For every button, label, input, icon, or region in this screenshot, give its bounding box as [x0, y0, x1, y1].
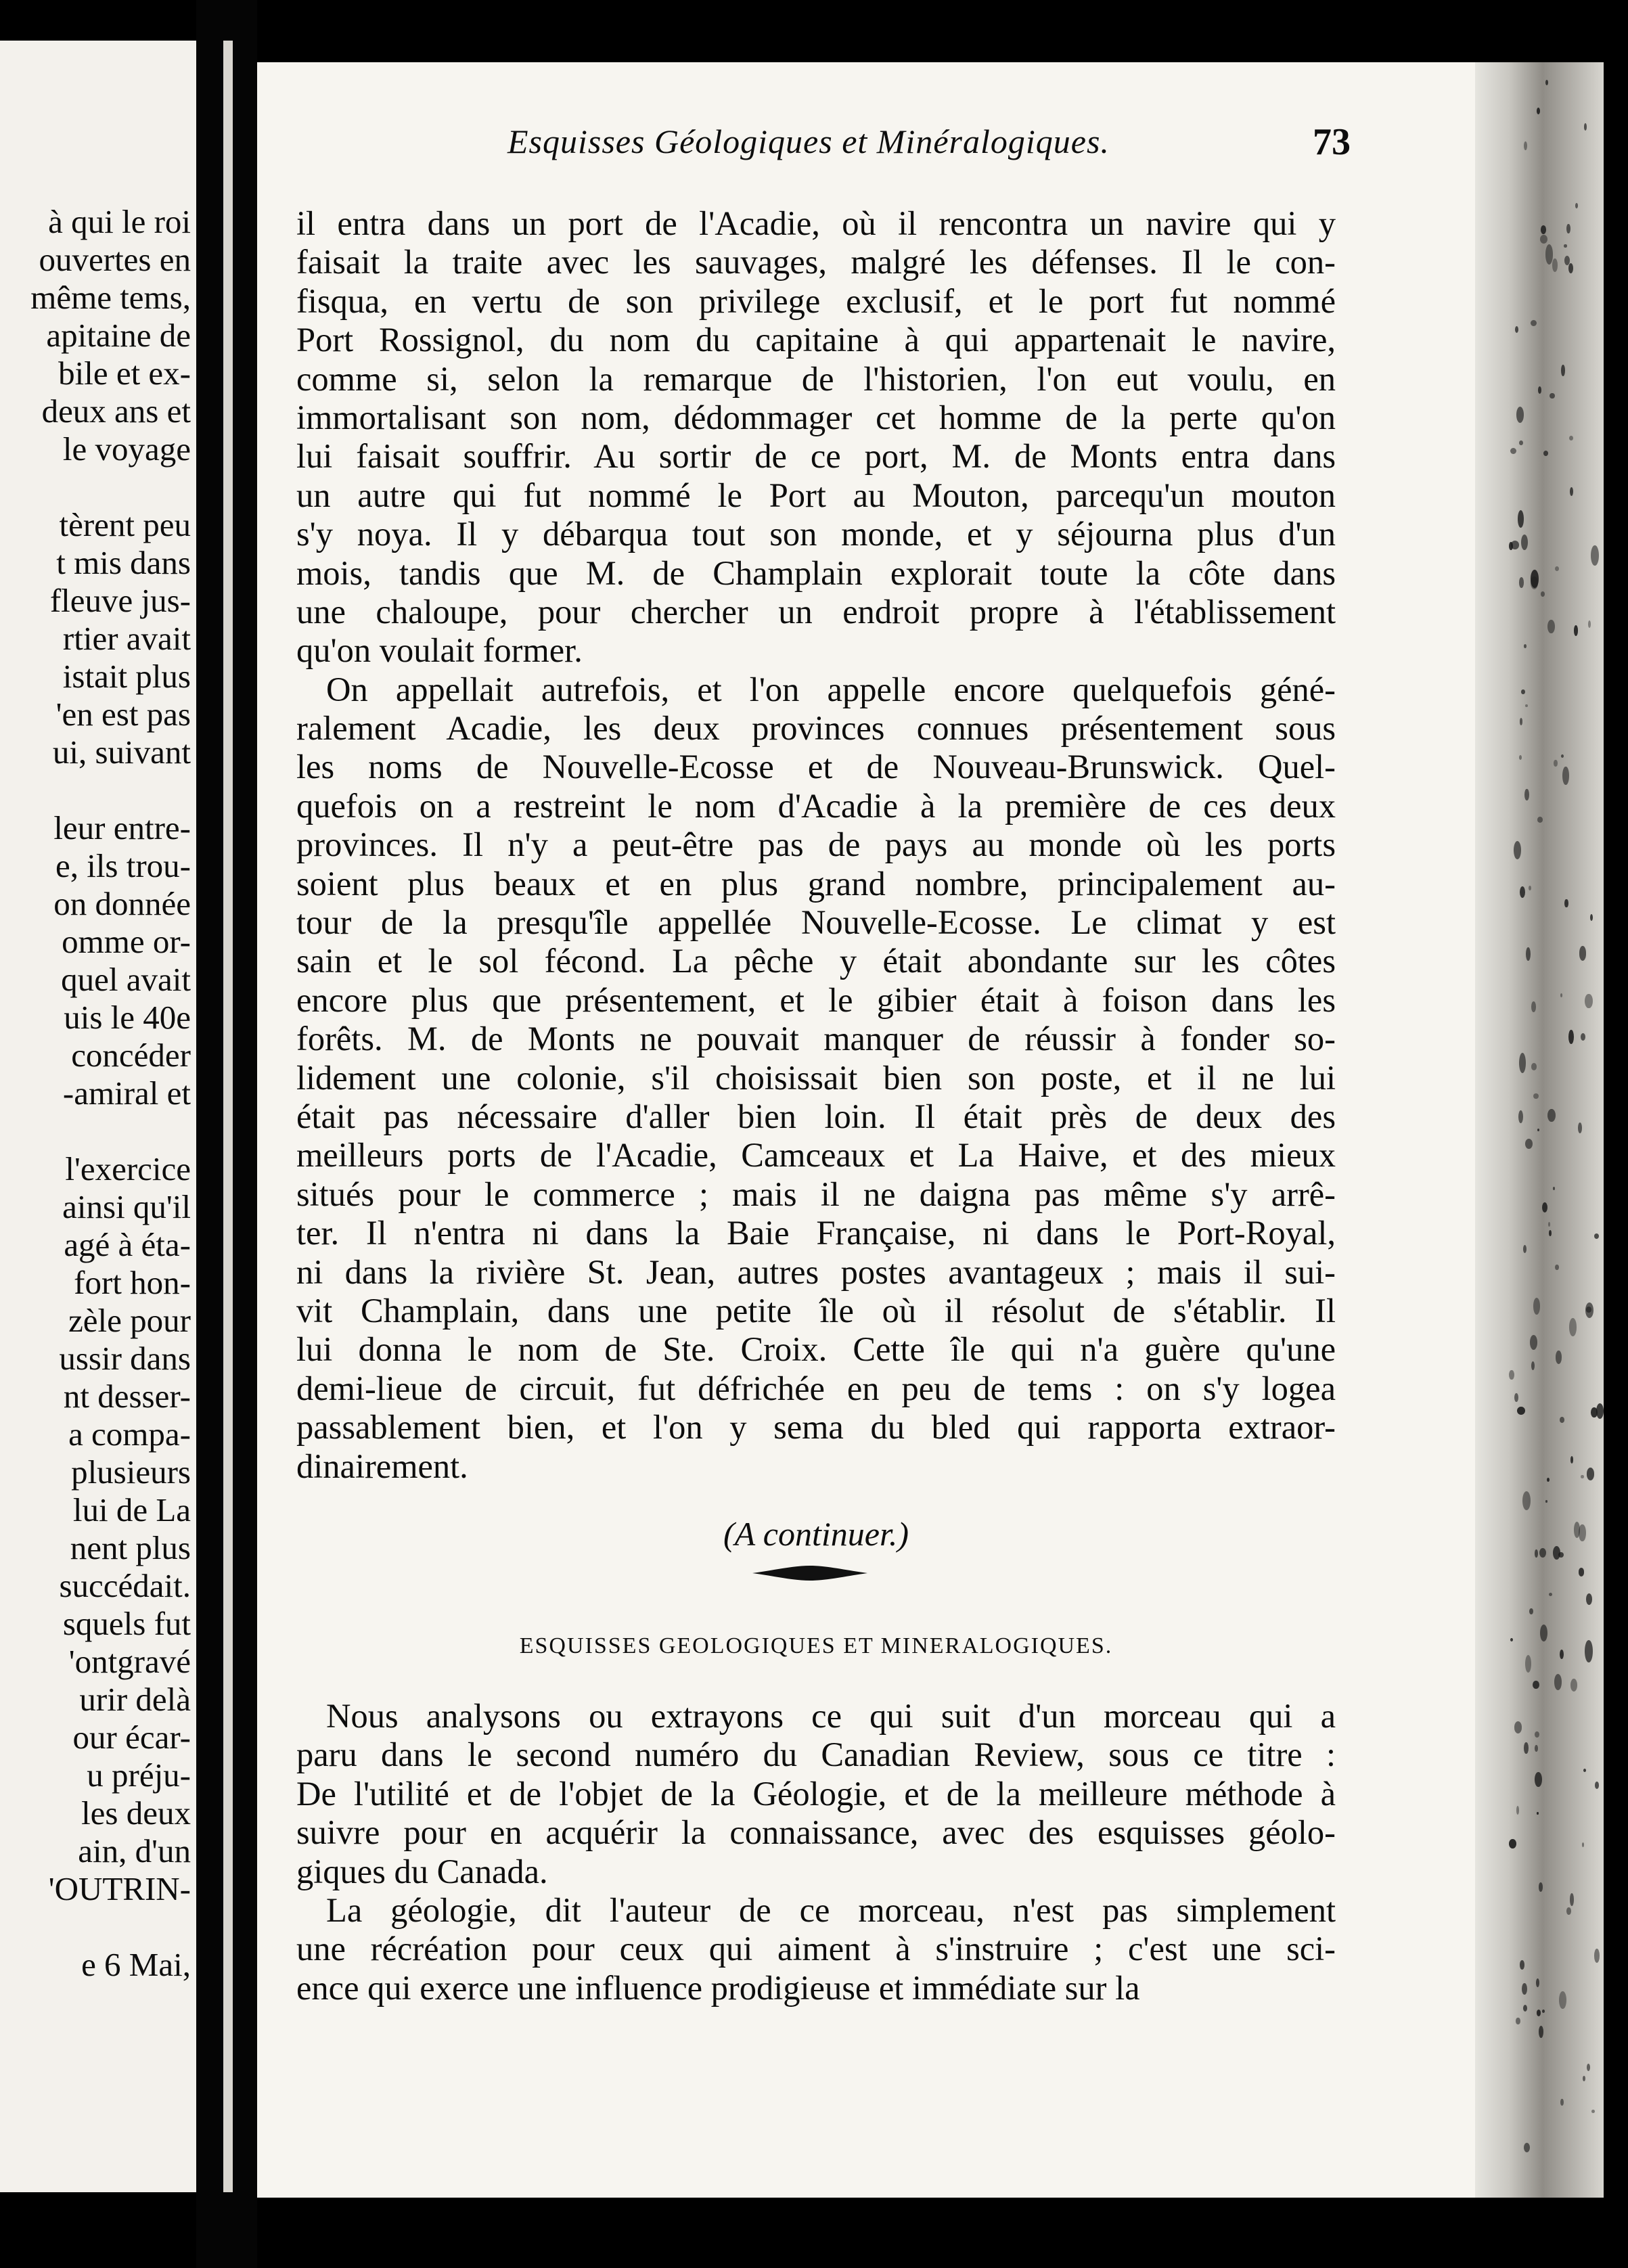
paper-speck	[1585, 1302, 1593, 1318]
paper-speck	[1533, 1093, 1538, 1099]
previous-page-line: ain, d'un	[78, 1832, 191, 1869]
text-line: encore plus que présentement, et le gibier était à foison dans les	[296, 980, 1336, 1019]
paper-speck	[1525, 1139, 1533, 1149]
paper-speck	[1591, 2110, 1595, 2113]
paper-speck	[1531, 1361, 1535, 1370]
text-line: lui donna le nom de Ste. Croix. Cette île qui n'a guère qu'une	[296, 1330, 1336, 1369]
paper-speck	[1537, 2010, 1541, 2016]
previous-page-line: uis le 40e	[64, 999, 191, 1036]
paper-speck	[1526, 947, 1531, 961]
paragraph	[296, 1891, 1336, 2008]
previous-page-line: fort hon-	[74, 1264, 191, 1301]
previous-page-line	[30, 1908, 191, 1946]
page-edge	[1468, 62, 1604, 2198]
previous-page-line: a compa-	[68, 1415, 191, 1453]
paper-speck	[1540, 235, 1547, 244]
paper-speck	[1509, 542, 1512, 550]
previous-page-line: u préju-	[87, 1756, 191, 1794]
paper-speck	[1550, 393, 1555, 399]
paper-speck	[1530, 1335, 1537, 1349]
previous-page-line: bile et ex-	[58, 355, 191, 392]
text-line: tour de la presqu'île appellée Nouvelle-Ecosse. Le climat y est	[296, 903, 1336, 942]
paper-speck	[1523, 1245, 1527, 1253]
text-line: vit Champlain, dans une petite île où il résolut de s'établir. Il	[296, 1291, 1336, 1330]
text-line: forêts. M. de Monts ne pouvait manquer de réussir à fonder so-	[296, 1020, 1336, 1058]
paper-speck	[1514, 1393, 1518, 1402]
paper-speck	[1541, 591, 1545, 597]
previous-page-line: concéder	[71, 1037, 191, 1074]
paper-speck	[1522, 1983, 1527, 1995]
section-heading: ESQUISSES GEOLOGIQUES ET MINERALOGIQUES.	[519, 1633, 1113, 1658]
paper-speck	[1524, 789, 1529, 800]
paper-speck	[1585, 1640, 1593, 1662]
paper-speck	[1579, 946, 1587, 961]
paper-speck	[1569, 1318, 1577, 1336]
previous-page-line: leur entre-	[53, 809, 191, 846]
paper-speck	[1579, 1568, 1585, 1576]
paper-speck	[1520, 1960, 1525, 1970]
text-line: passablement bien, et l'on y sema du bled qui rapporta extraor-	[296, 1408, 1336, 1447]
text-line: ence qui exerce une influence prodigieuse et immédiate sur la	[296, 1968, 1140, 2007]
previous-page-line: nt desser-	[63, 1378, 191, 1415]
text-line: un autre qui fut nommé le Port au Mouton, parcequ'un mouton	[296, 476, 1336, 514]
paper-speck	[1587, 2064, 1590, 2071]
text-line: suivre pour en acquérir la connaissance, avec des esquisses géolo-	[296, 1813, 1336, 1852]
paper-speck	[1518, 1110, 1523, 1124]
paper-speck	[1531, 1063, 1537, 1070]
text-line: paru dans le second numéro du Canadian Review, sous ce titre :	[296, 1736, 1336, 1774]
paper-speck	[1559, 1991, 1566, 2010]
paper-speck	[1547, 1109, 1556, 1122]
text-line: situés pour le commerce ; mais il ne daigna pas même s'y arrê-	[296, 1175, 1336, 1213]
paper-speck	[1535, 1731, 1539, 1738]
previous-page-line: 'ontgravé	[68, 1643, 191, 1680]
paper-speck	[1547, 620, 1555, 633]
paper-speck	[1516, 407, 1524, 423]
paper-speck	[1548, 1222, 1550, 1227]
text-line: On appellait autrefois, et l'on appelle encore quelquefois géné-	[326, 670, 1336, 708]
text-line: Port Rossignol, du nom du capitaine à qui appartenait le navire,	[296, 321, 1336, 359]
paper-speck	[1553, 1187, 1556, 1190]
previous-page-line: nent plus	[70, 1529, 191, 1566]
paper-speck	[1522, 1491, 1531, 1510]
text-line: lidement une colonie, s'il choisissait bien son poste, et il ne lui	[296, 1058, 1336, 1097]
paper-speck	[1591, 1407, 1598, 1418]
text-line: Nous analysons ou extrayons ce qui suit d'un morceau qui a	[326, 1697, 1336, 1735]
paper-speck	[1537, 817, 1543, 822]
text-line: immortalisant son nom, dédommager cet homme de la perte qu'on	[296, 398, 1336, 436]
paper-speck	[1558, 1552, 1563, 1558]
paper-speck	[1542, 2010, 1545, 2013]
paper-speck	[1545, 80, 1548, 85]
previous-page-line: rtier avait	[62, 620, 191, 657]
previous-page-line: quel avait	[61, 961, 191, 998]
previous-page-line: squels fut	[62, 1605, 191, 1642]
paper-speck	[1581, 1033, 1585, 1041]
text-line: demi-lieue de circuit, fut défrichée en peu de tems : on s'y logea	[296, 1369, 1336, 1407]
paper-speck	[1525, 704, 1528, 707]
previous-page-line: les deux	[81, 1794, 191, 1832]
paragraph	[296, 671, 1336, 1486]
paper-speck	[1570, 1679, 1577, 1692]
paper-speck	[1564, 244, 1566, 247]
paper-speck	[1585, 994, 1592, 1009]
paper-speck	[1566, 224, 1570, 233]
new-article	[296, 1633, 1336, 2008]
previous-page-line: on donnée	[53, 885, 191, 922]
paper-speck	[1574, 625, 1579, 636]
paper-speck	[1524, 141, 1527, 150]
paper-speck	[1540, 1625, 1547, 1642]
paper-speck	[1545, 244, 1554, 265]
previous-page-line: 'en est pas	[55, 696, 191, 733]
text-line: fisqua, en vertu de son privilege exclusif, et le port fut nommé	[296, 281, 1336, 320]
paper-speck	[1537, 1812, 1539, 1815]
paper-speck	[1587, 1468, 1595, 1480]
text-line: soient plus beaux et en plus grand nombre, principalement au-	[296, 864, 1336, 903]
paper-speck	[1521, 535, 1528, 550]
paper-speck	[1588, 620, 1591, 628]
paper-speck	[1517, 1407, 1525, 1415]
paper-speck	[1590, 914, 1593, 921]
paper-speck	[1510, 448, 1516, 454]
paper-speck	[1516, 1806, 1519, 1815]
paper-speck	[1533, 1681, 1539, 1689]
previous-page-text	[30, 203, 191, 1984]
paper-speck	[1518, 510, 1524, 527]
text-line: une récréation pour ceux qui aiment à s'instruire ; c'est une sci-	[296, 1930, 1336, 1968]
paper-speck	[1594, 1949, 1600, 1963]
text-line: qu'on voulait former.	[296, 631, 583, 670]
paper-speck	[1524, 644, 1527, 648]
paper-speck	[1524, 1742, 1528, 1754]
paper-speck	[1509, 1370, 1514, 1380]
previous-page-line	[30, 771, 191, 809]
paper-speck	[1555, 566, 1559, 572]
text-line: lui faisait souffrir. Au sortir de ce port, M. de Monts entra dans	[296, 437, 1336, 476]
paper-speck	[1591, 545, 1599, 566]
paper-speck	[1570, 487, 1573, 496]
previous-page-line: omme or-	[62, 923, 191, 960]
paper-speck	[1555, 1265, 1559, 1271]
text-line: était pas nécessaire d'aller bien loin. Il était près de deux des	[296, 1097, 1336, 1135]
paper-speck	[1569, 436, 1573, 440]
previous-page-line: istait plus	[62, 658, 191, 695]
paper-speck	[1594, 1233, 1599, 1239]
text-line: quefois on a restreint le nom d'Acadie à la première de ces deux	[296, 786, 1336, 825]
paper-speck	[1514, 1721, 1522, 1733]
paper-speck	[1586, 1593, 1592, 1605]
text-line: sain et le sol fécond. La pêche y était abondante sur les côtes	[296, 942, 1336, 980]
paper-speck	[1554, 760, 1557, 766]
paper-speck	[1581, 1475, 1583, 1479]
previous-page-line: e 6 Mai,	[81, 1946, 191, 1983]
previous-page-line: e, ils trou-	[55, 847, 191, 884]
paper-speck	[1579, 1524, 1585, 1542]
text-line: les noms de Nouvelle-Ecosse et de Nouveau-Brunswick. Quel-	[296, 748, 1336, 786]
previous-page-line: à qui le roi	[48, 203, 191, 240]
paper-speck	[1533, 1298, 1540, 1314]
paper-speck	[1582, 1842, 1584, 1847]
paper-speck	[1542, 1202, 1547, 1213]
paper-speck	[1516, 2018, 1520, 2024]
text-line: meilleurs ports de l'Acadie, Camceaux et La Haive, et des mieux	[296, 1136, 1336, 1175]
paper-speck	[1531, 320, 1537, 327]
previous-page-line: ouvertes en	[39, 241, 191, 278]
page-number: 73	[1313, 121, 1351, 163]
previous-page-line: apitaine de	[46, 317, 191, 354]
previous-page-line: -amiral et	[62, 1074, 191, 1112]
text-line: il entra dans un port de l'Acadie, où il rencontra un navire qui y	[296, 204, 1336, 242]
paper-speck	[1584, 123, 1587, 130]
paper-speck	[1531, 570, 1539, 588]
paper-speck	[1575, 203, 1578, 208]
text-line: giques du Canada.	[296, 1852, 548, 1890]
previous-page-line: succédait.	[59, 1567, 191, 1604]
text-line: s'y noya. Il y débarqua tout son monde, et y séjourna plus d'un	[296, 515, 1336, 553]
paper-speck	[1554, 1674, 1562, 1689]
paper-speck	[1545, 1500, 1548, 1503]
text-line: La géologie, dit l'auteur de ce morceau, n'est pas simplement	[326, 1890, 1336, 1929]
previous-page-line: deux ans et	[41, 392, 191, 430]
text-line: provinces. Il n'y a peut-être pas de pays au monde où les ports	[296, 825, 1336, 864]
text-line: De l'utilité et de l'objet de la Géologie, et de la meilleure méthode à	[296, 1774, 1336, 1813]
previous-page-line: même tems,	[30, 279, 191, 316]
paper-speck	[1552, 258, 1558, 271]
paper-speck	[1523, 2005, 1527, 2012]
paper-speck	[1539, 1882, 1543, 1891]
paper-speck	[1561, 754, 1564, 758]
paper-speck	[1524, 2143, 1530, 2152]
paragraph	[296, 1697, 1336, 1891]
previous-page-line: lui de La	[72, 1491, 191, 1528]
previous-page-line: le voyage	[62, 430, 191, 468]
paper-speck	[1529, 1608, 1533, 1614]
paper-speck	[1556, 1351, 1562, 1364]
paper-speck	[1520, 886, 1525, 898]
paper-speck	[1525, 1655, 1531, 1673]
paper-speck	[1560, 1417, 1564, 1422]
paper-speck	[1578, 1122, 1583, 1133]
paper-speck	[1535, 1745, 1538, 1752]
text-line: ni dans la rivière St. Jean, autres postes avantageux ; mais il sui-	[296, 1252, 1336, 1291]
paragraph	[296, 204, 1336, 671]
paper-speck	[1560, 1650, 1564, 1659]
paper-speck	[1514, 841, 1521, 859]
paper-speck	[1531, 1001, 1536, 1012]
paper-speck	[1535, 1772, 1541, 1787]
paper-speck	[1566, 1907, 1570, 1915]
paper-speck	[1543, 451, 1549, 456]
paper-speck	[1520, 718, 1523, 725]
text-line: mois, tandis que M. de Champlain explorait toute la côte dans	[296, 553, 1336, 592]
previous-page-line: l'exercice	[65, 1150, 191, 1187]
paper-speck	[1536, 1978, 1539, 1987]
paper-speck	[1519, 1053, 1526, 1073]
previous-page-line	[30, 468, 191, 506]
previous-page-line: ui, suivant	[52, 733, 191, 771]
previous-page-line: our écar-	[72, 1719, 191, 1756]
previous-page-line: 'OUTRIN-	[48, 1870, 191, 1907]
paper-speck	[1570, 1456, 1573, 1464]
paper-speck	[1521, 689, 1525, 694]
section-divider-ornament	[752, 1563, 867, 1583]
paper-speck	[1547, 1478, 1550, 1482]
paper-speck	[1541, 225, 1547, 234]
paper-speck	[1529, 886, 1531, 890]
paper-speck	[1549, 1593, 1553, 1597]
paper-speck	[1537, 108, 1540, 114]
continuation-note: (A continuer.)	[723, 1514, 909, 1553]
paper-speck	[1519, 755, 1522, 760]
text-line: une chaloupe, pour chercher un endroit propre à l'établissement	[296, 592, 1336, 631]
paper-speck	[1509, 1839, 1516, 1849]
paper-speck	[1564, 899, 1568, 908]
previous-page-line: zèle pour	[68, 1302, 191, 1339]
previous-page-line: plusieurs	[71, 1453, 191, 1491]
paper-speck	[1570, 1893, 1574, 1905]
paper-speck	[1560, 2099, 1563, 2106]
paper-speck	[1562, 767, 1568, 785]
previous-page-line: agé à éta-	[64, 1226, 191, 1263]
paper-speck	[1595, 1782, 1599, 1788]
previous-page-line	[30, 1112, 191, 1150]
paper-speck	[1574, 1522, 1580, 1538]
paper-speck	[1510, 1638, 1513, 1641]
paper-speck	[1537, 1129, 1539, 1131]
paper-speck	[1583, 2076, 1585, 2081]
paper-speck	[1568, 1030, 1573, 1044]
previous-page-line: tèrent peu	[59, 506, 191, 543]
paper-speck	[1519, 577, 1524, 588]
paper-speck	[1519, 440, 1523, 445]
paper-speck	[1560, 993, 1562, 997]
previous-page-line: urir delà	[79, 1681, 191, 1718]
text-line: dinairement.	[296, 1447, 468, 1485]
paper-speck	[1561, 365, 1565, 376]
paper-speck	[1549, 1230, 1552, 1236]
paper-speck	[1539, 1548, 1546, 1558]
text-line: comme si, selon la remarque de l'historien, l'on eut voulu, en	[296, 359, 1336, 398]
book-gutter	[196, 0, 257, 2268]
paper-speck	[1568, 263, 1573, 273]
article-continuation	[296, 204, 1336, 1641]
previous-page-line: ussir dans	[59, 1340, 191, 1377]
previous-page-line: fleuve jus-	[49, 582, 191, 619]
text-line: faisait la traite avec les sauvages, malgré les défenses. Il le con-	[296, 243, 1336, 281]
previous-page-line: t mis dans	[56, 544, 191, 581]
paper-speck	[1583, 1769, 1586, 1772]
paper-speck	[1539, 2026, 1543, 2037]
running-title: Esquisses Géologiques et Minéralogiques.	[507, 122, 1110, 160]
gutter-strip	[223, 41, 233, 2192]
paper-speck	[1515, 326, 1518, 333]
previous-page-line: ainsi qu'il	[62, 1188, 191, 1225]
main-page	[257, 62, 1475, 2198]
previous-page	[0, 41, 196, 2192]
text-line: ter. Il n'entra ni dans la Baie Française, ni dans le Port-Royal,	[296, 1214, 1336, 1252]
paper-speck	[1535, 1549, 1538, 1558]
paper-speck	[1538, 386, 1541, 394]
text-line: ralement Acadie, les deux provinces connues présentement sous	[296, 709, 1336, 748]
